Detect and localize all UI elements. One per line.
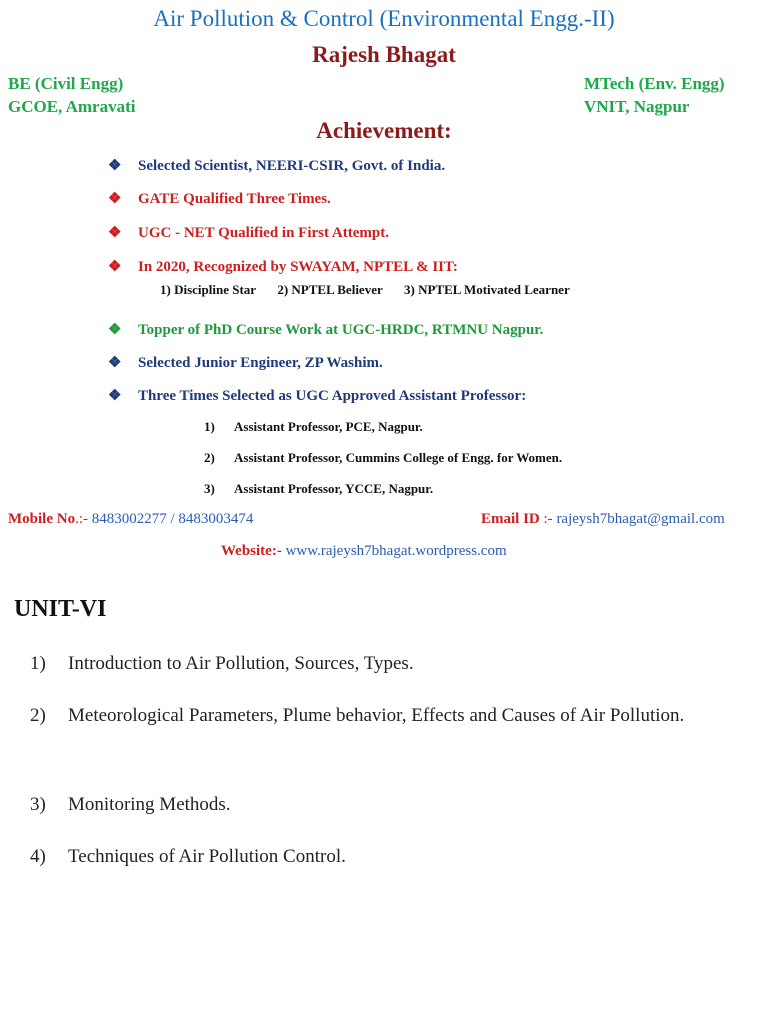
mobile-label: Mobile No [8,511,76,527]
mobile-contact [8,511,253,528]
nptel-award: 3) NPTEL Motivated Learner [404,282,570,297]
qualification-mtech-college: VNIT, Nagpur [584,97,690,116]
website-contact [221,543,507,560]
mobile-number: 8483002277 / 8483003474 [91,511,254,527]
diamond-bullet-icon: ❖ [108,259,122,275]
nptel-award: 1) Discipline Star [160,282,257,297]
nptel-awards-list [160,282,588,298]
website-link[interactable]: www.rajeysh7bhagat.wordpress.com [285,543,507,559]
diamond-bullet-icon: ❖ [108,225,122,241]
achievement-text: GATE Qualified Three Times. [138,191,331,207]
qualification-mtech: MTech (Env. Engg) [584,74,725,93]
achievement-item [108,223,389,242]
author-name: Rajesh Bhagat [312,42,456,67]
email-contact [481,511,725,528]
achievement-text: UGC - NET Qualified in First Attempt. [138,225,389,241]
document-title: Air Pollution & Control (Environmental Engg.-II) [153,6,615,31]
email-label: Email ID [481,511,540,527]
qualification-be: BE (Civil Engg) [8,74,124,93]
mobile-separator: .:- [75,511,92,527]
topic-number: 3) [30,794,46,815]
professor-post-item [204,419,423,435]
achievement-item [108,386,526,405]
achievement-item [108,189,331,208]
topic-text: Introduction to Air Pollution, Sources, Types. [68,653,414,674]
professor-post-text: Assistant Professor, YCCE, Nagpur. [234,481,434,496]
list-number: 2) [204,450,215,465]
list-number: 1) [204,419,215,434]
unit-heading: UNIT-VI [14,596,107,622]
achievement-item [108,257,458,276]
topic-item [30,786,754,824]
achievement-heading: Achievement: [316,118,452,143]
achievement-text: In 2020, Recognized by SWAYAM, NPTEL & IIT: [138,259,458,275]
diamond-bullet-icon: ❖ [108,355,122,371]
list-number: 3) [204,481,215,496]
achievement-text: Three Times Selected as UGC Approved Assistant Professor: [138,388,527,404]
topic-item [30,838,754,876]
topic-number: 2) [30,705,46,726]
website-label: Website:- [221,543,286,559]
professor-post-text: Assistant Professor, Cummins College of Engg. for Women. [234,450,563,465]
topic-text: Techniques of Air Pollution Control. [68,846,346,867]
email-link[interactable]: rajeysh7bhagat@gmail.com [556,511,725,527]
nptel-award: 2) NPTEL Believer [277,282,383,297]
qualification-be-college: GCOE, Amravati [8,97,136,116]
topic-text: Meteorological Parameters, Plume behavior, Effects and Causes of Air Pollution. [68,705,685,726]
diamond-bullet-icon: ❖ [108,322,122,338]
professor-post-item [204,481,433,497]
diamond-bullet-icon: ❖ [108,158,122,174]
topic-text: Monitoring Methods. [68,794,231,815]
topic-item [30,645,754,683]
diamond-bullet-icon: ❖ [108,191,122,207]
professor-post-item [204,450,562,466]
achievement-item [108,320,543,339]
email-separator: :- [539,511,557,527]
professor-post-text: Assistant Professor, PCE, Nagpur. [234,419,423,434]
topic-number: 4) [30,846,46,867]
achievement-text: Selected Scientist, NEERI-CSIR, Govt. of India. [138,158,446,174]
achievement-text: Selected Junior Engineer, ZP Washim. [138,355,383,371]
achievement-item [108,156,445,175]
diamond-bullet-icon: ❖ [108,388,122,404]
topic-item [30,697,754,735]
achievement-text: Topper of PhD Course Work at UGC-HRDC, RTMNU Nagpur. [138,322,544,338]
topic-number: 1) [30,653,46,674]
achievement-item [108,353,383,372]
